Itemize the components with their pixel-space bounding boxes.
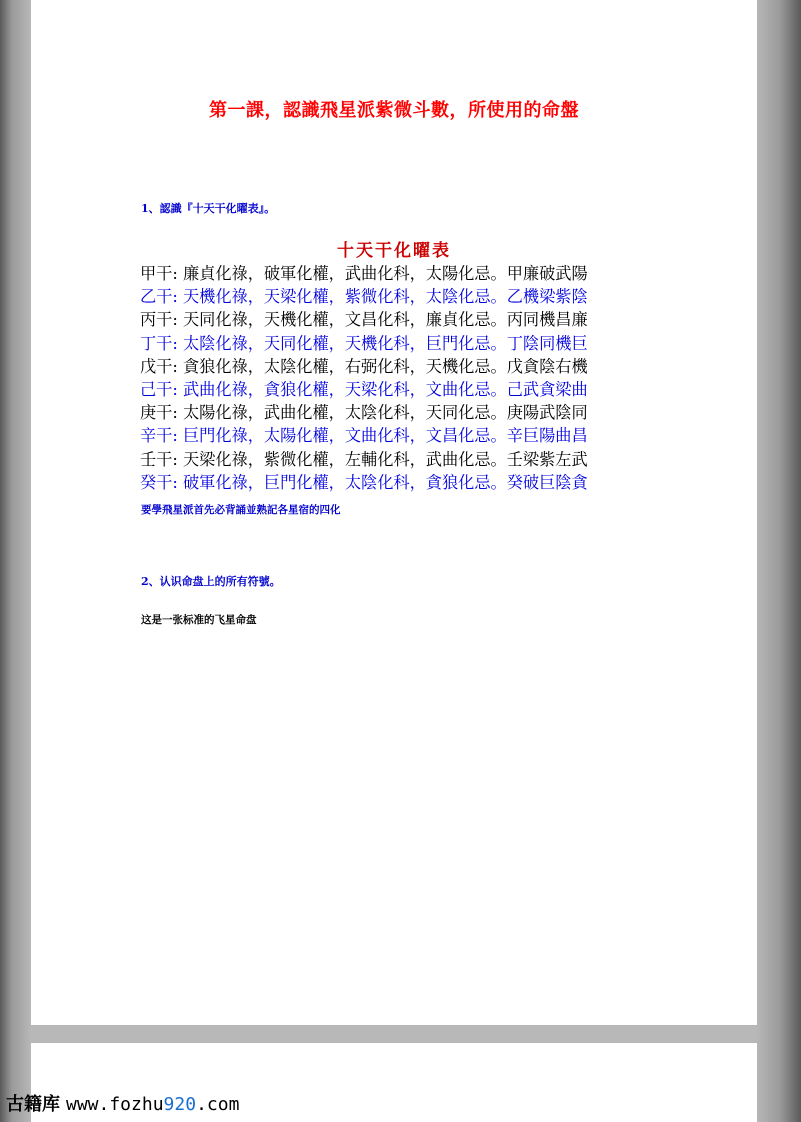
document-title: 第一課，認識飛星派紫微斗數，所使用的命盤	[209, 100, 579, 121]
table-row-yi: 乙干: 天機化祿，天梁化權，紫微化科，太陰化忌。乙機梁紫陰	[140, 287, 588, 307]
table-row-ren: 壬干: 天梁化祿，紫微化權，左輔化科，武曲化忌。壬梁紫左武	[140, 449, 588, 469]
table-row-jia: 甲干: 廉貞化祿，破軍化權，武曲化科，太陽化忌。甲廉破武陽	[140, 264, 588, 283]
section-2-heading: 2、认识命盘上的所有符號。	[141, 575, 281, 588]
memorize-note: 要學飛星派首先必背誦並熟記各星宿的四化	[141, 504, 341, 516]
transformation-table-title: 十天干化曜表	[337, 241, 451, 261]
table-row-wu: 戊干: 貪狼化祿，太陰化權，右弼化科，天機化忌。戊貪陰右機	[140, 356, 588, 376]
watermark-url-suffix: .com	[196, 1094, 240, 1115]
table-row-bing: 丙干: 天同化祿，天機化權，文昌化科，廉貞化忌。丙同機昌廉	[140, 310, 588, 330]
table-row-geng: 庚干: 太陽化祿，武曲化權，太陰化科，天同化忌。庚陽武陰同	[140, 403, 588, 423]
table-row-gui: 癸干: 破軍化祿，巨門化權，太陰化科，貪狼化忌。癸破巨陰貪	[140, 472, 588, 492]
site-watermark	[6, 1090, 239, 1116]
transformation-table	[140, 262, 660, 494]
watermark-url-number: 920	[163, 1094, 197, 1115]
table-row-ding: 丁干: 太陰化祿，天同化權，天機化科，巨門化忌。丁陰同機巨	[140, 333, 588, 353]
watermark-site-name: 古籍库	[6, 1094, 60, 1115]
table-row-ji: 己干: 武曲化祿，貪狼化權，天梁化科，文曲化忌。己武貪梁曲	[140, 379, 588, 399]
chart-description: 这是一张标准的飞星命盘	[141, 614, 257, 626]
section-1-heading: 1、認識『十天干化曜表』。	[141, 202, 276, 215]
document-page	[31, 0, 757, 1025]
watermark-url-prefix: www.fozhu	[66, 1094, 164, 1115]
table-row-xin: 辛干: 巨門化祿，太陽化權，文曲化科，文昌化忌。辛巨陽曲昌	[140, 426, 588, 446]
